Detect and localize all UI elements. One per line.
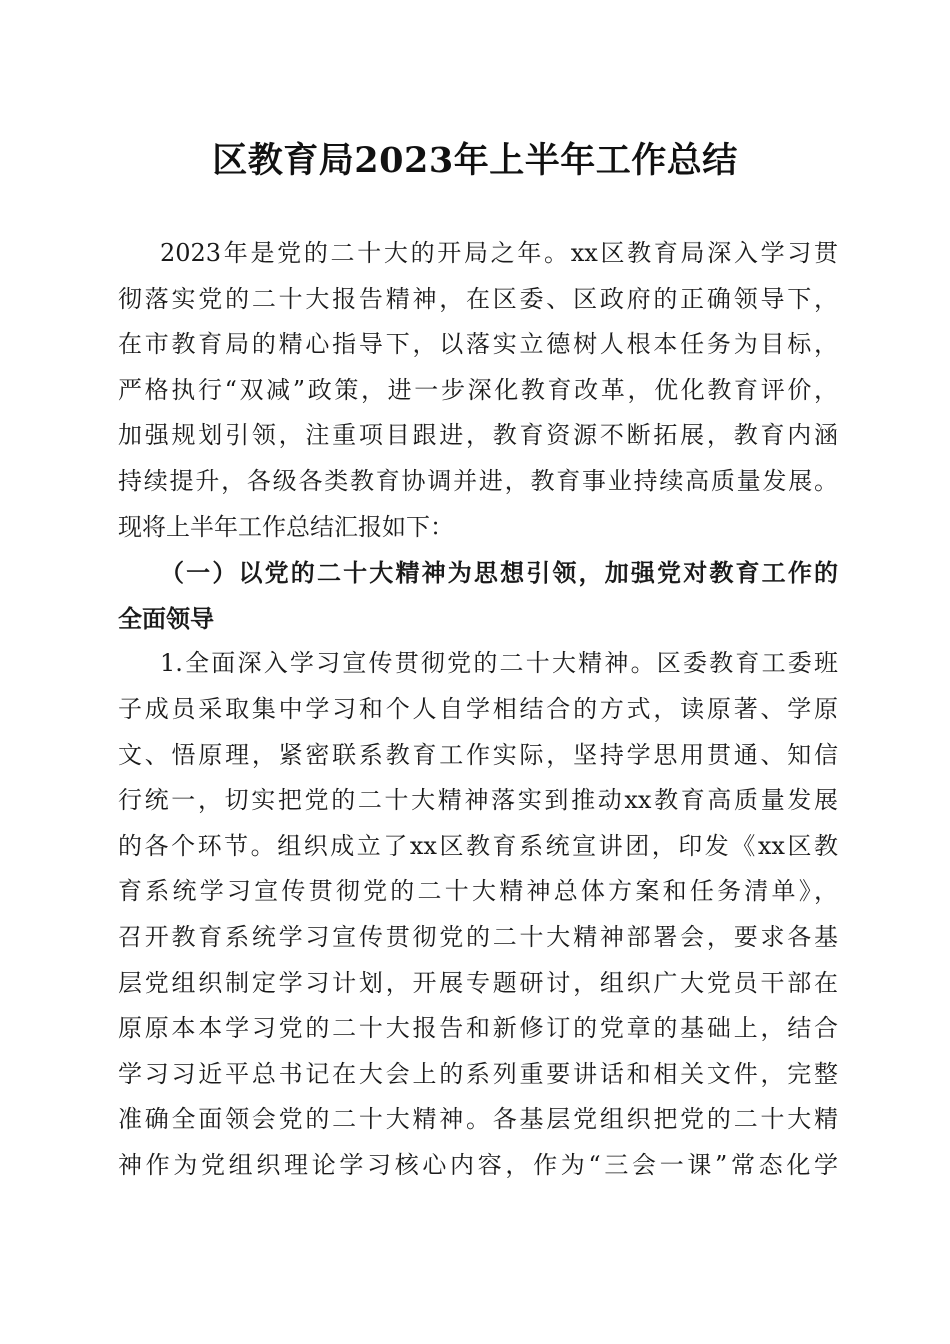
paragraph-line: 原原本本学习党的二十大报告和新修订的党章的基础上，结合 — [118, 1014, 838, 1043]
document-body — [118, 231, 838, 1188]
paragraph-line: 准确全面领会党的二十大精神。各基层党组织把党的二十大精 — [118, 1105, 838, 1134]
section-heading-line: （一）以党的二十大精神为思想引领，加强党对教育工作的 — [160, 558, 838, 588]
paragraph-line: 持续提升，各级各类教育协调并进，教育事业持续高质量发展。 — [118, 466, 838, 495]
document-title: 区教育局2023年上半年工作总结 — [212, 140, 738, 181]
paragraph-line: 行统一，切实把党的二十大精神落实到推动xx教育高质量发展 — [118, 786, 838, 815]
paragraph-line: 召开教育系统学习宣传贯彻党的二十大精神部署会，要求各基 — [118, 922, 838, 951]
paragraph-line: 育系统学习宣传贯彻党的二十大精神总体方案和任务清单》， — [118, 877, 838, 906]
paragraph-line: 的各个环节。组织成立了xx区教育系统宣讲团，印发《xx区教 — [118, 831, 838, 860]
paragraph-line: 严格执行“双减”政策，进一步深化教育改革，优化教育评价， — [118, 375, 838, 404]
paragraph-line: 在市教育局的精心指导下，以落实立德树人根本任务为目标， — [118, 330, 838, 359]
paragraph-line: 层党组织制定学习计划，开展专题研讨，组织广大党员干部在 — [118, 968, 838, 997]
paragraph-line: 神作为党组织理论学习核心内容，作为“三会一课”常态化学 — [118, 1150, 838, 1179]
section-heading-line: 全面领导 — [118, 603, 214, 633]
paragraph-line: 2023年是党的二十大的开局之年。xx区教育局深入学习贯 — [160, 239, 838, 267]
paragraph-line: 现将上半年工作总结汇报如下： — [118, 512, 454, 541]
paragraph-line: 1.全面深入学习宣传贯彻党的二十大精神。区委教育工委班 — [160, 649, 838, 678]
paragraph-line: 彻落实党的二十大报告精神，在区委、区政府的正确领导下， — [118, 284, 838, 313]
paragraph-line: 文、悟原理，紧密联系教育工作实际，坚持学思用贯通、知信 — [118, 740, 838, 769]
paragraph-line: 子成员采取集中学习和个人自学相结合的方式，读原著、学原 — [118, 694, 838, 723]
paragraph-line: 学习习近平总书记在大会上的系列重要讲话和相关文件，完整 — [118, 1059, 838, 1088]
paragraph-line: 加强规划引领，注重项目跟进，教育资源不断拓展，教育内涵 — [118, 421, 838, 450]
